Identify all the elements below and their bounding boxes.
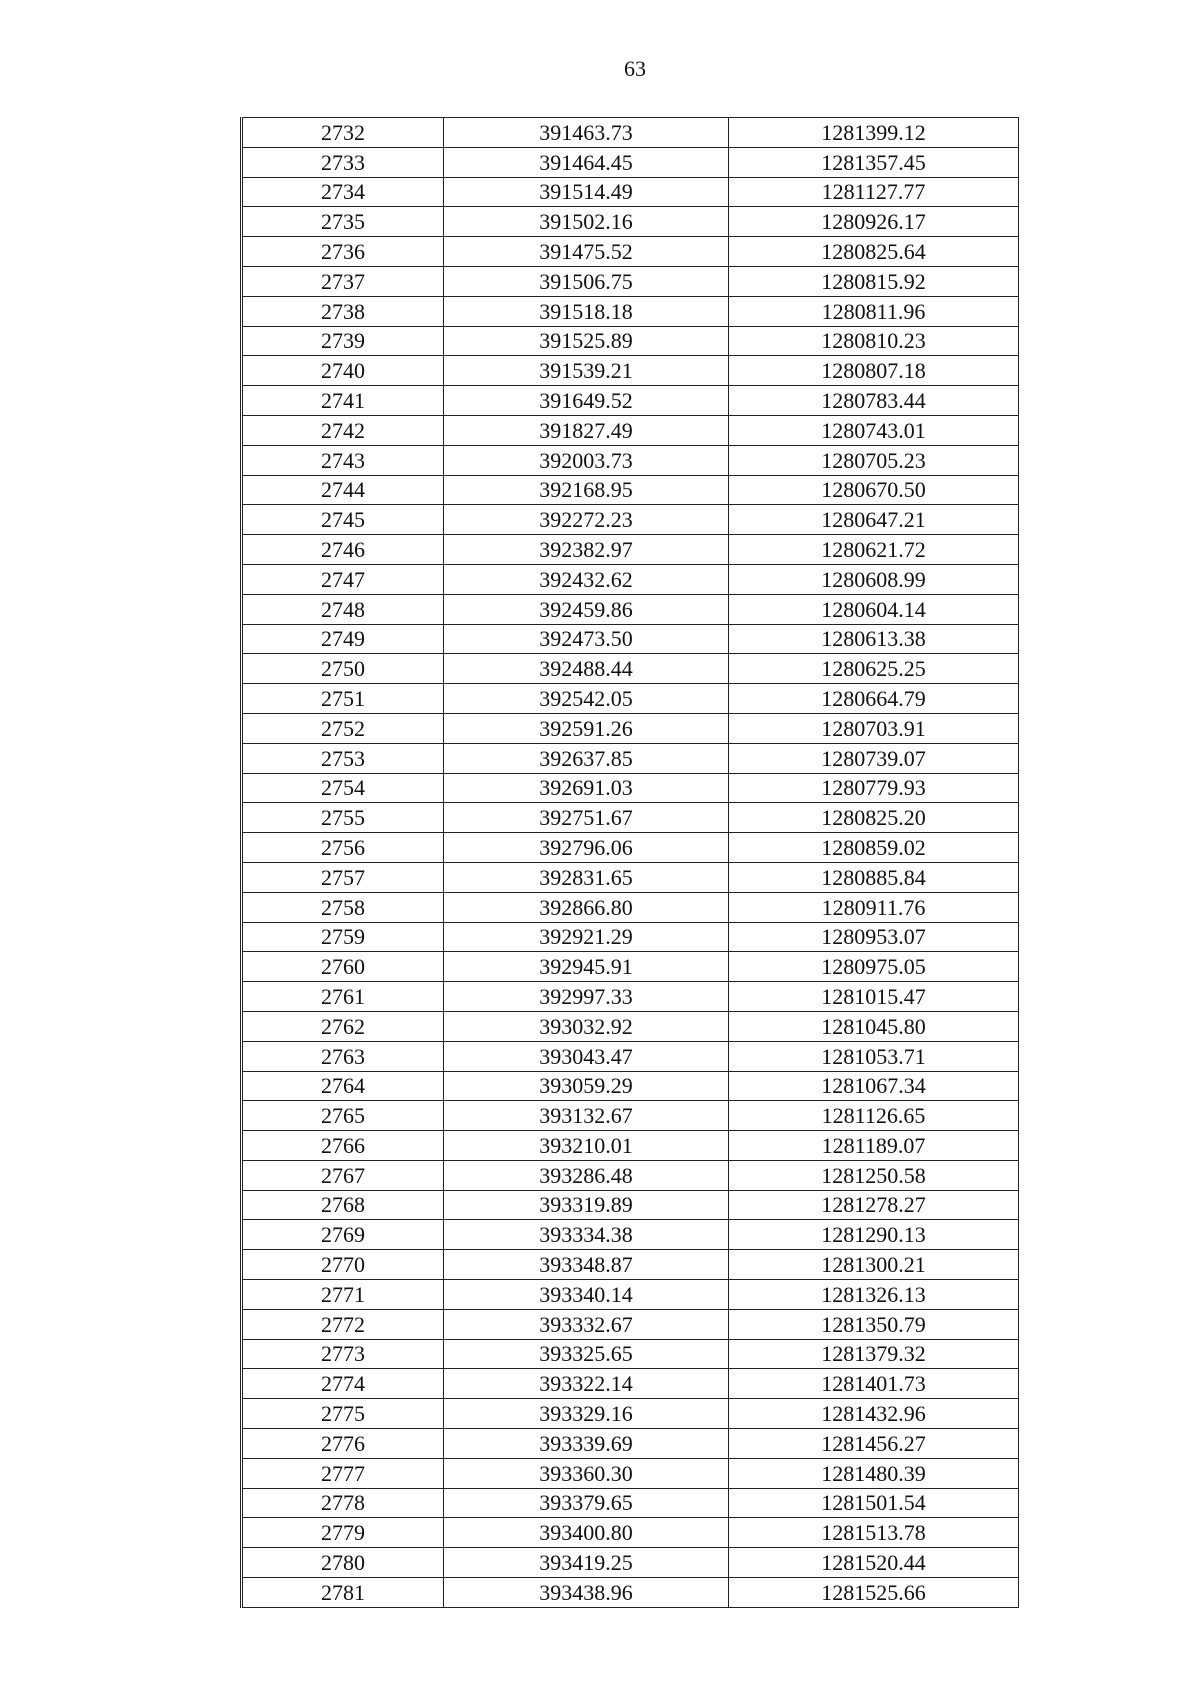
y-coordinate-cell: 1281401.73 <box>729 1369 1019 1399</box>
table-row <box>242 743 1019 773</box>
point-number-cell: 2755 <box>242 803 444 833</box>
point-number-cell: 2769 <box>242 1220 444 1250</box>
x-coordinate-cell: 392459.86 <box>444 594 729 624</box>
y-coordinate-cell: 1280621.72 <box>729 535 1019 565</box>
point-number-cell: 2747 <box>242 564 444 594</box>
table-row <box>242 922 1019 952</box>
point-number-cell: 2742 <box>242 415 444 445</box>
x-coordinate-cell: 391518.18 <box>444 296 729 326</box>
point-number-cell: 2739 <box>242 326 444 356</box>
x-coordinate-cell: 391502.16 <box>444 207 729 237</box>
x-coordinate-cell: 391463.73 <box>444 118 729 148</box>
y-coordinate-cell: 1280911.76 <box>729 892 1019 922</box>
y-coordinate-cell: 1280859.02 <box>729 833 1019 863</box>
y-coordinate-cell: 1281350.79 <box>729 1309 1019 1339</box>
point-number-cell: 2736 <box>242 237 444 267</box>
x-coordinate-cell: 393438.96 <box>444 1578 729 1608</box>
y-coordinate-cell: 1281189.07 <box>729 1131 1019 1161</box>
table-row <box>242 1399 1019 1429</box>
table-row <box>242 594 1019 624</box>
x-coordinate-cell: 392432.62 <box>444 564 729 594</box>
y-coordinate-cell: 1281357.45 <box>729 147 1019 177</box>
x-coordinate-cell: 392866.80 <box>444 892 729 922</box>
y-coordinate-cell: 1281525.66 <box>729 1578 1019 1608</box>
y-coordinate-cell: 1280613.38 <box>729 624 1019 654</box>
x-coordinate-cell: 393043.47 <box>444 1041 729 1071</box>
point-number-cell: 2760 <box>242 952 444 982</box>
x-coordinate-cell: 393032.92 <box>444 1011 729 1041</box>
point-number-cell: 2780 <box>242 1548 444 1578</box>
y-coordinate-cell: 1280825.20 <box>729 803 1019 833</box>
table-row <box>242 535 1019 565</box>
y-coordinate-cell: 1281278.27 <box>729 1190 1019 1220</box>
point-number-cell: 2740 <box>242 356 444 386</box>
y-coordinate-cell: 1281126.65 <box>729 1101 1019 1131</box>
x-coordinate-cell: 391539.21 <box>444 356 729 386</box>
x-coordinate-cell: 392796.06 <box>444 833 729 863</box>
point-number-cell: 2763 <box>242 1041 444 1071</box>
table-row <box>242 326 1019 356</box>
table-row <box>242 237 1019 267</box>
table-row <box>242 564 1019 594</box>
table-row <box>242 207 1019 237</box>
y-coordinate-cell: 1280807.18 <box>729 356 1019 386</box>
point-number-cell: 2753 <box>242 743 444 773</box>
y-coordinate-cell: 1280664.79 <box>729 684 1019 714</box>
point-number-cell: 2746 <box>242 535 444 565</box>
x-coordinate-cell: 393132.67 <box>444 1101 729 1131</box>
point-number-cell: 2745 <box>242 505 444 535</box>
point-number-cell: 2741 <box>242 386 444 416</box>
table-row <box>242 1071 1019 1101</box>
x-coordinate-cell: 392272.23 <box>444 505 729 535</box>
x-coordinate-cell: 393379.65 <box>444 1488 729 1518</box>
y-coordinate-cell: 1280885.84 <box>729 862 1019 892</box>
table-row <box>242 654 1019 684</box>
x-coordinate-cell: 391514.49 <box>444 177 729 207</box>
y-coordinate-cell: 1281513.78 <box>729 1518 1019 1548</box>
point-number-cell: 2751 <box>242 684 444 714</box>
point-number-cell: 2732 <box>242 118 444 148</box>
y-coordinate-cell: 1280670.50 <box>729 475 1019 505</box>
point-number-cell: 2756 <box>242 833 444 863</box>
x-coordinate-cell: 392691.03 <box>444 773 729 803</box>
point-number-cell: 2761 <box>242 982 444 1012</box>
point-number-cell: 2737 <box>242 266 444 296</box>
coordinates-table <box>240 117 1019 1608</box>
y-coordinate-cell: 1280743.01 <box>729 415 1019 445</box>
point-number-cell: 2777 <box>242 1458 444 1488</box>
x-coordinate-cell: 393319.89 <box>444 1190 729 1220</box>
table-row <box>242 1041 1019 1071</box>
x-coordinate-cell: 393339.69 <box>444 1429 729 1459</box>
x-coordinate-cell: 393400.80 <box>444 1518 729 1548</box>
x-coordinate-cell: 393334.38 <box>444 1220 729 1250</box>
y-coordinate-cell: 1280783.44 <box>729 386 1019 416</box>
y-coordinate-cell: 1281480.39 <box>729 1458 1019 1488</box>
y-coordinate-cell: 1280825.64 <box>729 237 1019 267</box>
x-coordinate-cell: 392488.44 <box>444 654 729 684</box>
point-number-cell: 2772 <box>242 1309 444 1339</box>
coordinates-table-body <box>242 118 1019 1608</box>
x-coordinate-cell: 393329.16 <box>444 1399 729 1429</box>
table-row <box>242 356 1019 386</box>
table-row <box>242 833 1019 863</box>
y-coordinate-cell: 1281300.21 <box>729 1250 1019 1280</box>
point-number-cell: 2770 <box>242 1250 444 1280</box>
table-row <box>242 803 1019 833</box>
table-row <box>242 982 1019 1012</box>
point-number-cell: 2738 <box>242 296 444 326</box>
table-row <box>242 1160 1019 1190</box>
y-coordinate-cell: 1280604.14 <box>729 594 1019 624</box>
point-number-cell: 2771 <box>242 1280 444 1310</box>
x-coordinate-cell: 391649.52 <box>444 386 729 416</box>
point-number-cell: 2773 <box>242 1339 444 1369</box>
point-number-cell: 2764 <box>242 1071 444 1101</box>
page-number: 63 <box>624 56 646 81</box>
y-coordinate-cell: 1280815.92 <box>729 266 1019 296</box>
table-row <box>242 1220 1019 1250</box>
point-number-cell: 2748 <box>242 594 444 624</box>
table-row <box>242 862 1019 892</box>
table-row <box>242 1578 1019 1608</box>
point-number-cell: 2779 <box>242 1518 444 1548</box>
y-coordinate-cell: 1280779.93 <box>729 773 1019 803</box>
point-number-cell: 2781 <box>242 1578 444 1608</box>
x-coordinate-cell: 391464.45 <box>444 147 729 177</box>
point-number-cell: 2735 <box>242 207 444 237</box>
point-number-cell: 2767 <box>242 1160 444 1190</box>
x-coordinate-cell: 393210.01 <box>444 1131 729 1161</box>
y-coordinate-cell: 1280647.21 <box>729 505 1019 535</box>
y-coordinate-cell: 1281501.54 <box>729 1488 1019 1518</box>
x-coordinate-cell: 392831.65 <box>444 862 729 892</box>
x-coordinate-cell: 392591.26 <box>444 713 729 743</box>
x-coordinate-cell: 393348.87 <box>444 1250 729 1280</box>
point-number-cell: 2765 <box>242 1101 444 1131</box>
x-coordinate-cell: 391506.75 <box>444 266 729 296</box>
table-row <box>242 296 1019 326</box>
x-coordinate-cell: 393332.67 <box>444 1309 729 1339</box>
y-coordinate-cell: 1280975.05 <box>729 952 1019 982</box>
x-coordinate-cell: 392945.91 <box>444 952 729 982</box>
x-coordinate-cell: 392997.33 <box>444 982 729 1012</box>
table-row <box>242 1548 1019 1578</box>
x-coordinate-cell: 393340.14 <box>444 1280 729 1310</box>
y-coordinate-cell: 1281399.12 <box>729 118 1019 148</box>
table-row <box>242 118 1019 148</box>
x-coordinate-cell: 392003.73 <box>444 445 729 475</box>
point-number-cell: 2757 <box>242 862 444 892</box>
point-number-cell: 2743 <box>242 445 444 475</box>
x-coordinate-cell: 393286.48 <box>444 1160 729 1190</box>
table-row <box>242 415 1019 445</box>
table-row <box>242 1190 1019 1220</box>
y-coordinate-cell: 1281520.44 <box>729 1548 1019 1578</box>
point-number-cell: 2750 <box>242 654 444 684</box>
y-coordinate-cell: 1281326.13 <box>729 1280 1019 1310</box>
y-coordinate-cell: 1280953.07 <box>729 922 1019 952</box>
y-coordinate-cell: 1281015.47 <box>729 982 1019 1012</box>
x-coordinate-cell: 392382.97 <box>444 535 729 565</box>
y-coordinate-cell: 1280811.96 <box>729 296 1019 326</box>
table-row <box>242 266 1019 296</box>
y-coordinate-cell: 1281250.58 <box>729 1160 1019 1190</box>
table-row <box>242 952 1019 982</box>
table-row <box>242 1369 1019 1399</box>
y-coordinate-cell: 1280608.99 <box>729 564 1019 594</box>
y-coordinate-cell: 1281456.27 <box>729 1429 1019 1459</box>
point-number-cell: 2776 <box>242 1429 444 1459</box>
table-row <box>242 1488 1019 1518</box>
y-coordinate-cell: 1281053.71 <box>729 1041 1019 1071</box>
y-coordinate-cell: 1281432.96 <box>729 1399 1019 1429</box>
x-coordinate-cell: 392637.85 <box>444 743 729 773</box>
point-number-cell: 2749 <box>242 624 444 654</box>
point-number-cell: 2778 <box>242 1488 444 1518</box>
table-row <box>242 1339 1019 1369</box>
x-coordinate-cell: 391525.89 <box>444 326 729 356</box>
x-coordinate-cell: 391827.49 <box>444 415 729 445</box>
y-coordinate-cell: 1280625.25 <box>729 654 1019 684</box>
table-row <box>242 1429 1019 1459</box>
table-row <box>242 1458 1019 1488</box>
y-coordinate-cell: 1281067.34 <box>729 1071 1019 1101</box>
point-number-cell: 2759 <box>242 922 444 952</box>
point-number-cell: 2733 <box>242 147 444 177</box>
y-coordinate-cell: 1281127.77 <box>729 177 1019 207</box>
table-row <box>242 1518 1019 1548</box>
x-coordinate-cell: 392473.50 <box>444 624 729 654</box>
table-row <box>242 1250 1019 1280</box>
table-row <box>242 892 1019 922</box>
table-row <box>242 713 1019 743</box>
point-number-cell: 2758 <box>242 892 444 922</box>
point-number-cell: 2754 <box>242 773 444 803</box>
x-coordinate-cell: 392921.29 <box>444 922 729 952</box>
x-coordinate-cell: 393325.65 <box>444 1339 729 1369</box>
table-row <box>242 505 1019 535</box>
x-coordinate-cell: 393360.30 <box>444 1458 729 1488</box>
y-coordinate-cell: 1280739.07 <box>729 743 1019 773</box>
y-coordinate-cell: 1281379.32 <box>729 1339 1019 1369</box>
table-row <box>242 475 1019 505</box>
table-row <box>242 1011 1019 1041</box>
table-row <box>242 147 1019 177</box>
x-coordinate-cell: 393059.29 <box>444 1071 729 1101</box>
x-coordinate-cell: 393419.25 <box>444 1548 729 1578</box>
table-row <box>242 684 1019 714</box>
table-row <box>242 624 1019 654</box>
table-row <box>242 386 1019 416</box>
point-number-cell: 2752 <box>242 713 444 743</box>
x-coordinate-cell: 392168.95 <box>444 475 729 505</box>
point-number-cell: 2768 <box>242 1190 444 1220</box>
x-coordinate-cell: 392751.67 <box>444 803 729 833</box>
table-row <box>242 177 1019 207</box>
point-number-cell: 2774 <box>242 1369 444 1399</box>
y-coordinate-cell: 1280703.91 <box>729 713 1019 743</box>
table-row <box>242 1280 1019 1310</box>
y-coordinate-cell: 1281290.13 <box>729 1220 1019 1250</box>
table-row <box>242 773 1019 803</box>
x-coordinate-cell: 392542.05 <box>444 684 729 714</box>
x-coordinate-cell: 391475.52 <box>444 237 729 267</box>
point-number-cell: 2766 <box>242 1131 444 1161</box>
table-row <box>242 445 1019 475</box>
point-number-cell: 2734 <box>242 177 444 207</box>
point-number-cell: 2744 <box>242 475 444 505</box>
y-coordinate-cell: 1280926.17 <box>729 207 1019 237</box>
point-number-cell: 2762 <box>242 1011 444 1041</box>
y-coordinate-cell: 1280705.23 <box>729 445 1019 475</box>
table-row <box>242 1309 1019 1339</box>
x-coordinate-cell: 393322.14 <box>444 1369 729 1399</box>
y-coordinate-cell: 1280810.23 <box>729 326 1019 356</box>
y-coordinate-cell: 1281045.80 <box>729 1011 1019 1041</box>
table-row <box>242 1131 1019 1161</box>
point-number-cell: 2775 <box>242 1399 444 1429</box>
table-row <box>242 1101 1019 1131</box>
